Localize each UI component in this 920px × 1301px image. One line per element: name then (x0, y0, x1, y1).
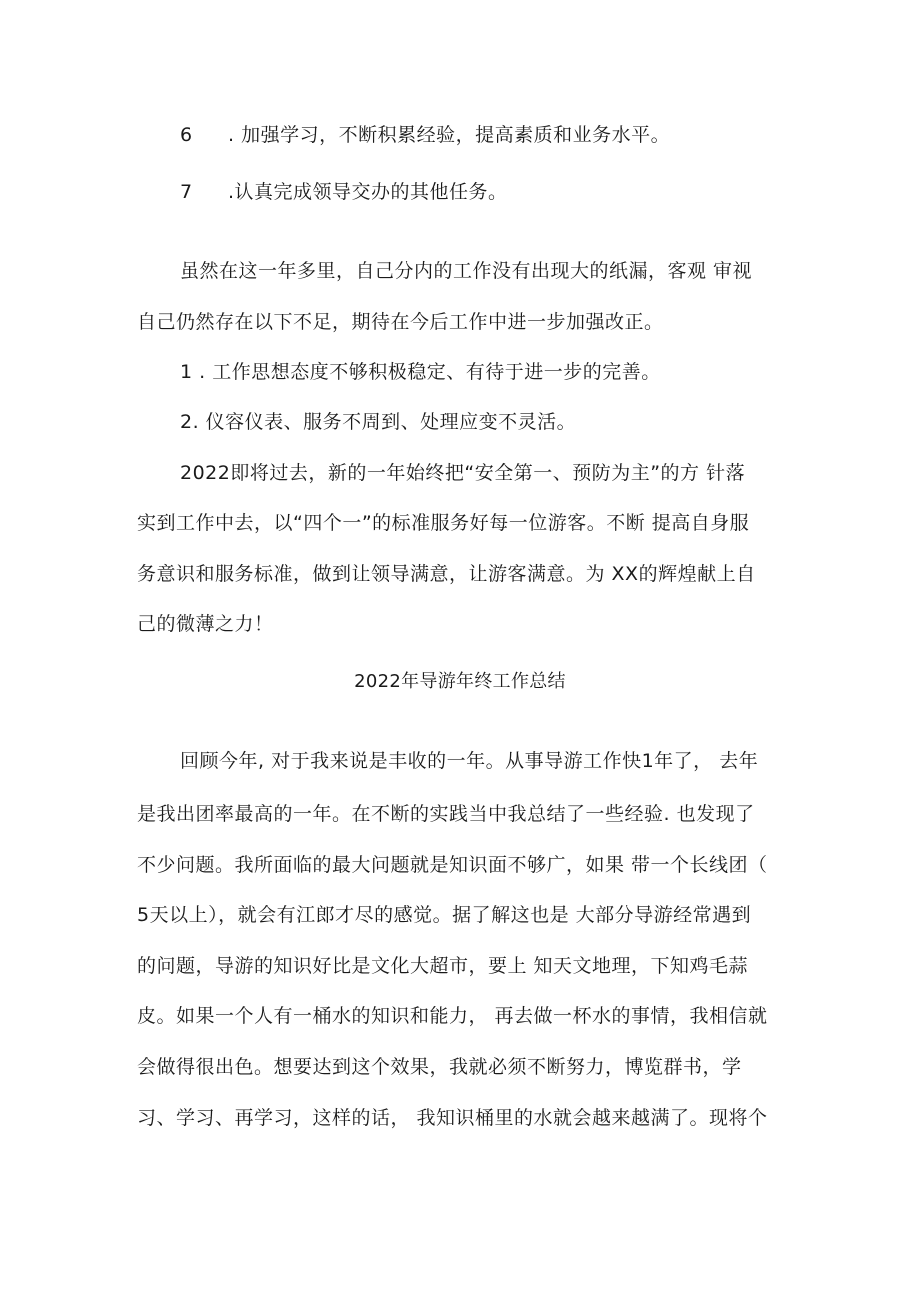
paragraph-line: 实到工作中去，以“四个一”的标准服务好每一位游客。不断 提高自身服 (137, 512, 750, 534)
list-text: .认真完成领导交办的其他任务。 (228, 181, 508, 203)
list-item: 2. 仪容仪表、服务不周到、处理应变不灵活。 (180, 411, 577, 433)
list-item: 1 . 工作思想态度不够积极稳定、有待于进一步的完善。 (180, 361, 661, 383)
list-number: 7 (180, 181, 193, 203)
paragraph-line: 己的微薄之力！ (137, 613, 274, 635)
paragraph-line: 会做得很出色。想要达到这个效果，我就必须不断努力，博览群书，学 (137, 1056, 742, 1078)
section-title: 2022年导游年终工作总结 (354, 671, 566, 692)
list-item (180, 123, 670, 147)
paragraph-line: 是我出团率最高的一年。在不断的实践当中我总结了一些经验. 也发现了 (137, 803, 755, 825)
paragraph-line: 的问题，导游的知识好比是文化大超市，要上 知天文地理，下知鸡毛蒜 (137, 955, 749, 977)
list-text: . 加强学习，不断积累经验，提高素质和业务水平。 (228, 124, 671, 146)
paragraph-line: 务意识和服务标准，做到让领导满意，让游客满意。为 XX的辉煌献上自 (137, 563, 756, 585)
list-number: 6 (180, 124, 193, 146)
paragraph-line: 皮。如果一个人有一桶水的知识和能力， 再去做一杯水的事情，我相信就 (137, 1005, 768, 1027)
paragraph-line: 不少问题。我所面临的最大问题就是知识面不够广，如果 带一个长线团（ (137, 854, 768, 876)
paragraph-line: 习、学习、再学习，这样的话， 我知识桶里的水就会越来越满了。现将个 (137, 1107, 768, 1129)
list-item (180, 180, 508, 204)
paragraph-line: 虽然在这一年多里，自己分内的工作没有出现大的纸漏，客观 审视 (180, 260, 753, 282)
paragraph-line: 自己仍然存在以下不足，期待在今后工作中进一步加强改正。 (137, 311, 664, 333)
paragraph-line: 2022即将过去，新的一年始终把“安全第一、预防为主”的方 针落 (180, 462, 746, 484)
paragraph-line: 回顾今年, 对于我来说是丰收的一年。从事导游工作快1年了， 去年 (180, 750, 759, 772)
paragraph-line: 5天以上），就会有江郎才尽的感觉。据了解这也是 大部分导游经常遇到 (137, 904, 752, 926)
